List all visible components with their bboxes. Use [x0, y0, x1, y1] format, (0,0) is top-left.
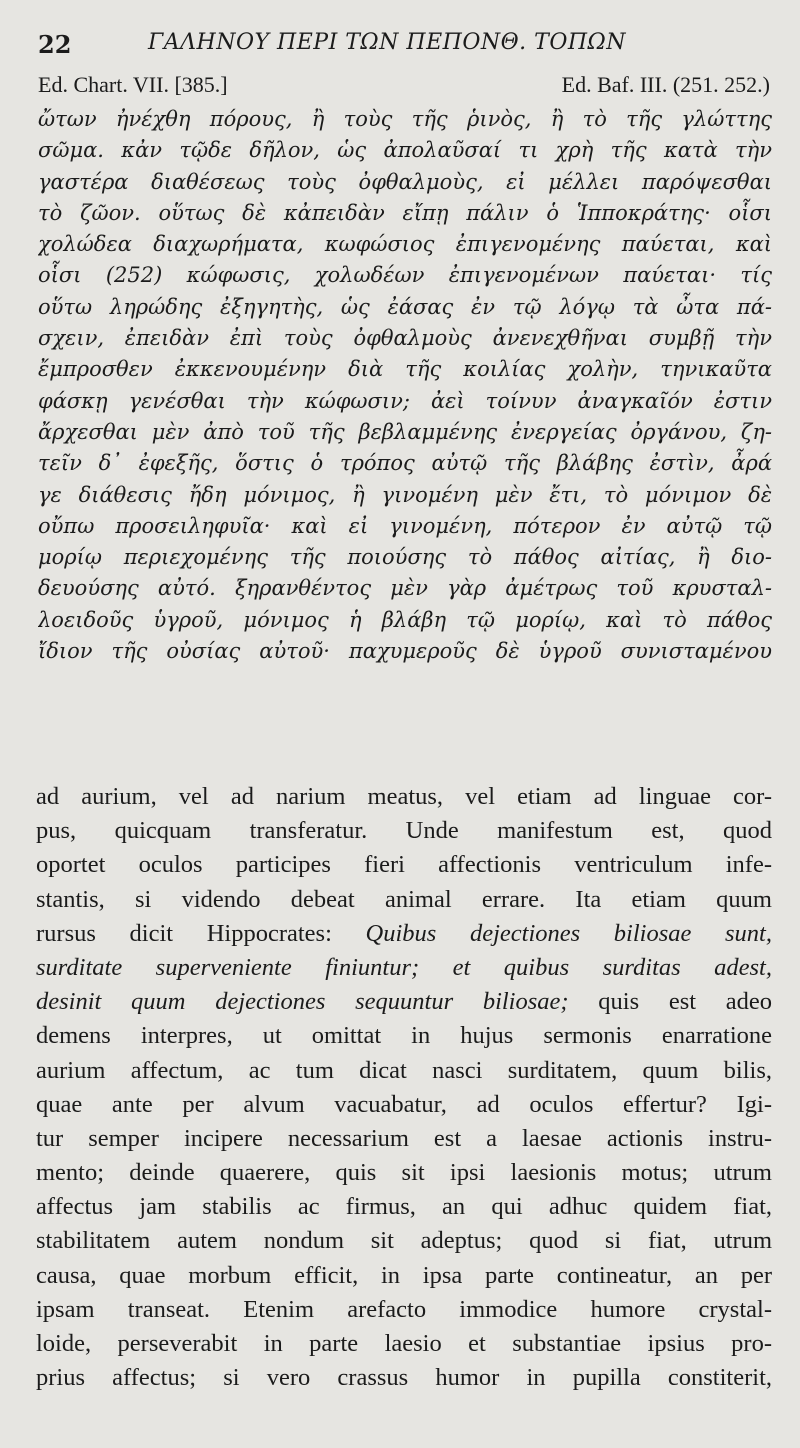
greek-text-block: [38, 104, 772, 667]
latin-text-segment: loide, perseverabit in parte laesio et substantiae ipsius pro-: [36, 1330, 772, 1357]
latin-text-segment: quae ante per alvum vacuabatur, ad oculos effertur? Igi-: [36, 1090, 772, 1118]
greek-text-line: τὸ ζῶον. οὕτως δὲ κἀπειδὰν εἴπῃ πάλιν ὁ Ἱπποκράτης· οἷσι: [38, 200, 772, 225]
latin-text-line: [36, 780, 772, 814]
latin-text-line: [36, 814, 772, 848]
latin-text-segment: stabilitatem autem nondum sit adeptus; quod si fiat, utrum: [36, 1227, 772, 1255]
greek-text-line: σῶμα. κἀν τῷδε δῆλον, ὡς ἀπολαῦσαί τι χρὴ τῆς κατὰ τὴν: [38, 138, 772, 163]
latin-text-segment: tur semper incipere necessarium est a laesae actionis instru-: [36, 1124, 772, 1152]
latin-text-line: [36, 1293, 772, 1327]
greek-text-line: σχειν, ἐπειδὰν ἐπὶ τοὺς ὀφθαλμοὺς ἀνενεχθῆναι συμβῇ τὴν: [38, 326, 772, 351]
latin-text-segment: ipsam transeat. Etenim arefacto immodice humore crystal-: [36, 1295, 772, 1323]
latin-text-line: [36, 1156, 772, 1190]
edition-reference-basel: Ed. Baf. III. (251. 252.): [561, 72, 770, 97]
greek-text-line: ἔμπροσθεν ἐκκενουμένην διὰ τῆς κοιλίας χολὴν, τηνικαῦτα: [38, 357, 772, 382]
latin-text-line: [36, 1259, 772, 1293]
latin-text-line: [36, 1054, 772, 1088]
greek-text-line: ἄρχεσθαι μὲν ἀπὸ τοῦ τῆς βεβλαμμένης ἐνεργείας ὀργάνου, ζη-: [38, 419, 772, 444]
latin-text-segment: mento; deinde quaerere, quis sit ipsi laesionis motus; utrum: [36, 1159, 772, 1187]
latin-text-line: [36, 1224, 772, 1258]
latin-text-segment: quis est adeo: [568, 988, 772, 1016]
running-title: ΓΑΛΗΝΟΥ ΠΕΡΙ ΤΩΝ ΠΕΠΟΝΘ. ΤΟΠΩΝ: [148, 30, 627, 55]
page-header: [38, 28, 772, 64]
latin-text-line: [36, 951, 772, 985]
latin-text-line: [36, 1327, 772, 1361]
greek-text-line: οὕτω ληρώδης ἐξηγητὴς, ὡς ἐάσας ἐν τῷ λόγῳ τὰ ὦτα πά-: [38, 294, 772, 319]
greek-text-line: μορίῳ περιεχομένης τῆς ποιούσης τὸ πάθος αἰτίας, ἢ διο-: [38, 545, 772, 570]
greek-text-line: οἷσι (252) κώφωσις, χολωδέων ἐπιγενομένων παύεται· τίς: [38, 263, 772, 288]
latin-text-line: [36, 1361, 772, 1395]
page-number: 22: [38, 30, 72, 59]
latin-text-segment: stantis, si videndo debeat animal errare. Ita etiam quum: [36, 885, 772, 913]
greek-text-line: τεῖν δ᾽ ἐφεξῆς, ὅστις ὁ τρόπος αὐτῷ τῆς βλάβης ἐστὶν, ἆρά: [38, 451, 772, 476]
greek-text-line: ὤτων ἠνέχθη πόρους, ἢ τοὺς τῆς ῥινὸς, ἢ τὸ τῆς γλώττης: [38, 107, 772, 131]
latin-text-segment: oportet oculos participes fieri affectionis ventriculum infe-: [36, 851, 772, 879]
latin-text-line: [36, 1190, 772, 1224]
latin-text-line: [36, 1122, 772, 1156]
latin-text-line: [36, 917, 772, 951]
greek-text-line: γαστέρα διαθέσεως τοὺς ὀφθαλμοὺς, εἰ μέλλει παρόψεσθαι: [38, 169, 772, 194]
greek-text-line: ἴδιον τῆς οὐσίας αὐτοῦ· παχυμεροῦς δὲ ὑγροῦ συνισταμένου: [38, 639, 772, 664]
greek-text-line: χολώδεα διαχωρήματα, κωφώσιος ἐπιγενομένης παύεται, καὶ: [38, 232, 772, 257]
greek-text-line: γε διάθεσις ἤδη μόνιμος, ἢ γινομένη μὲν ἔτι, τὸ μόνιμον δὲ: [38, 482, 772, 507]
edition-reference-chartier: Ed. Chart. VII. [385.]: [38, 72, 228, 97]
latin-quotation-italic: desinit quum dejectiones sequuntur biliosae;: [36, 988, 569, 1016]
latin-text-line: [36, 883, 772, 917]
edition-reference-line: [38, 72, 770, 102]
latin-text-line: [36, 985, 772, 1019]
latin-text-segment: causa, quae morbum efficit, in ipsa parte contineatur, an per: [36, 1261, 772, 1289]
greek-text-line: φάσκῃ γενέσθαι τὴν κώφωσιν; ἀεὶ τοίνυν ἀναγκαῖόν ἐστιν: [38, 388, 772, 413]
latin-text-line: [36, 1088, 772, 1122]
greek-text-line: δευούσης αὐτό. ξηρανθέντος μὲν γὰρ ἀμέτρως τοῦ κρυσταλ-: [38, 576, 772, 601]
latin-text-segment: prius affectus; si vero crassus humor in pupilla constiterit,: [36, 1364, 772, 1392]
greek-text-line: οὔπω προσειληφυῖα· καὶ εἰ γινομένη, πότερον ἐν αὐτῷ τῷ: [38, 513, 772, 538]
latin-quotation-italic: surditate superveniente finiuntur; et quibus surditas adest,: [36, 953, 772, 981]
latin-text-segment: affectus jam stabilis ac firmus, an qui adhuc quidem fiat,: [36, 1193, 772, 1221]
latin-text-segment: demens interpres, ut omittat in hujus sermonis enarratione: [36, 1022, 772, 1050]
latin-text-segment: ad aurium, vel ad narium meatus, vel etiam ad linguae cor-: [36, 783, 772, 810]
latin-text-segment: aurium affectum, ac tum dicat nasci surditatem, quum bilis,: [36, 1056, 772, 1084]
latin-text-segment: rursus dicit Hippocrates:: [36, 919, 366, 947]
latin-quotation-italic: Quibus dejectiones biliosae sunt,: [365, 919, 772, 947]
latin-text-block: [36, 780, 772, 1395]
latin-text-line: [36, 1019, 772, 1053]
latin-text-segment: pus, quicquam transferatur. Unde manifestum est, quod: [36, 817, 772, 845]
latin-text-line: [36, 848, 772, 882]
greek-text-line: λοειδοῦς ὑγροῦ, μόνιμος ἡ βλάβη τῷ μορίῳ, καὶ τὸ πάθος: [38, 607, 772, 632]
